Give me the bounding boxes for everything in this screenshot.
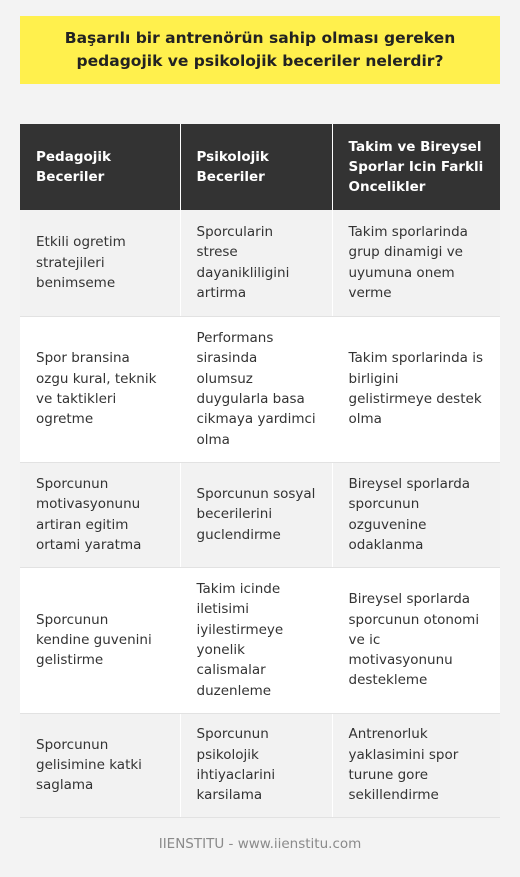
table-cell: Bireysel sporlarda sporcunun ozguvenine odaklanma: [332, 462, 500, 567]
footer-credit: IIENSTITU - www.iienstitu.com: [158, 836, 362, 852]
table-cell: Sporcularin strese dayanikliligini artirma: [180, 210, 332, 316]
table-row: [20, 462, 500, 567]
column-header-priorities: Takim ve Bireysel Sporlar Icin Farkli Oncelikler: [332, 124, 500, 210]
title-banner: [20, 16, 500, 84]
table-cell: Bireysel sporlarda sporcunun otonomi ve ic motivasyonunu destekleme: [332, 567, 500, 713]
table-cell: Takim sporlarinda grup dinamigi ve uyumuna onem verme: [332, 210, 500, 316]
table-row: [20, 210, 500, 316]
skills-table: [20, 124, 500, 818]
table-cell: Takim icinde iletisimi iyilestirmeye yonelik calismalar duzenleme: [180, 567, 332, 713]
table-cell: Antrenorluk yaklasimini spor turune gore sekillendirme: [332, 713, 500, 817]
table-cell: Sporcunun kendine guvenini gelistirme: [20, 567, 180, 713]
table-header-row: [20, 124, 500, 210]
table-cell: Etkili ogretim stratejileri benimseme: [20, 210, 180, 316]
column-header-psychological: Psikolojik Beceriler: [180, 124, 332, 210]
page-title: Başarılı bir antrenörün sahip olması gereken pedagojik ve psikolojik beceriler nelerdir?: [64, 29, 456, 70]
table-cell: Sporcunun psikolojik ihtiyaclarini karsilama: [180, 713, 332, 817]
table-cell: Performans sirasinda olumsuz duygularla basa cikmaya yardimci olma: [180, 316, 332, 462]
table-cell: Sporcunun sosyal becerilerini guclendirme: [180, 462, 332, 567]
table-cell: Sporcunun gelisimine katki saglama: [20, 713, 180, 817]
table-row: [20, 567, 500, 713]
column-header-pedagogical: Pedagojik Beceriler: [20, 124, 180, 210]
table-cell: Spor bransina ozgu kural, teknik ve taktikleri ogretme: [20, 316, 180, 462]
table-cell: Sporcunun motivasyonunu artiran egitim ortami yaratma: [20, 462, 180, 567]
table-row: [20, 713, 500, 817]
table-cell: Takim sporlarinda is birligini gelistirmeye destek olma: [332, 316, 500, 462]
table-row: [20, 316, 500, 462]
